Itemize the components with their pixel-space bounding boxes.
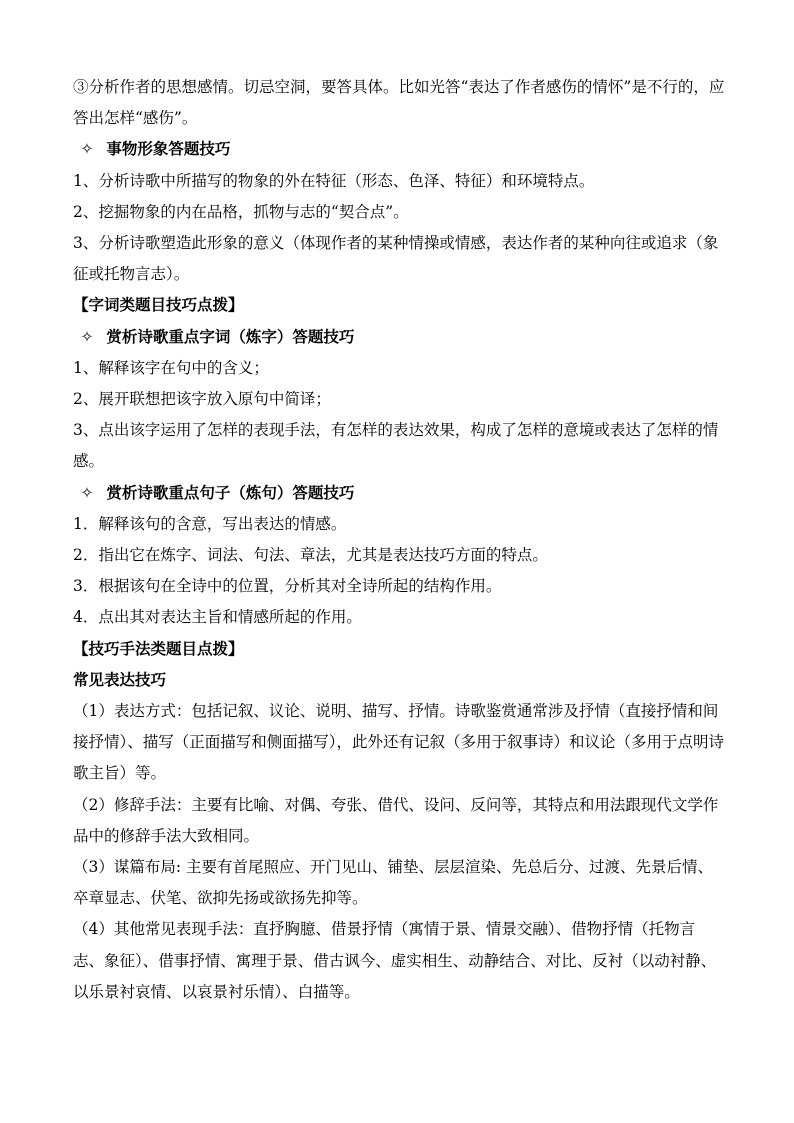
list-item: 1、解释该字在句中的含义； bbox=[73, 358, 269, 377]
list-item: 2．指出它在炼字、词法、句法、章法，尤其是表达技巧方面的特点。 bbox=[73, 546, 548, 565]
list-item: 3、点出该字运用了怎样的表现手法，有怎样的表达效果，构成了怎样的意境或表达了怎样的情感。 bbox=[73, 421, 719, 471]
paragraph-other-techniques: （4）其他常见表现手法：直抒胸臆、借景抒情（寓情于景、情景交融）、借物抒情（托物言志、象征）、借事抒情、寓理于景、借古讽今、虚实相生、动静结合、对比、反衬（以动衬静、以乐景衬哀情、以哀景衬乐情）、白描等。 bbox=[73, 920, 717, 1001]
section-heading-words: 【字词类题目技巧点拨】 bbox=[73, 296, 244, 315]
subheading-text: 赏析诗歌重点字词（炼字）答题技巧 bbox=[106, 327, 355, 346]
paragraph-analyze-feelings: ③分析作者的思想感情。切忌空洞，要答具体。比如光答“表达了作者感伤的情怀”是不行的，应答出怎样“感伤”。 bbox=[73, 78, 725, 128]
list-item: 1、分析诗歌中所描写的物象的外在特征（形态、色泽、特征）和环境特点。 bbox=[73, 171, 595, 190]
subheading-text: 事物形象答题技巧 bbox=[106, 140, 231, 159]
diamond-bullet-icon: ✧ bbox=[80, 140, 94, 159]
list-item: 2、挖掘物象的内在品格，抓物与志的“契合点”。 bbox=[73, 202, 409, 221]
section-heading-common-techniques: 常见表达技巧 bbox=[73, 670, 167, 689]
diamond-bullet-icon: ✧ bbox=[80, 483, 94, 502]
list-item: 4．点出其对表达主旨和情感所起的作用。 bbox=[73, 608, 362, 627]
list-item: 1．解释该句的含意，写出表达的情感。 bbox=[73, 514, 347, 533]
paragraph-rhetoric: （2）修辞手法：主要有比喻、对偶、夸张、借代、设问、反问等，其特点和用法跟现代文学作品中的修辞手法大致相同。 bbox=[73, 795, 719, 845]
subheading-refine-sentences bbox=[73, 478, 725, 509]
subheading-object-image bbox=[73, 134, 725, 165]
section-heading-techniques: 【技巧手法类题目点拨】 bbox=[73, 639, 244, 658]
paragraph-expression-modes: （1）表达方式：包括记叙、议论、说明、描写、抒情。诗歌鉴赏通常涉及抒情（直接抒情和间接抒情）、描写（正面描写和侧面描写），此外还有记叙（多用于叙事诗）和议论（多用于点明诗歌主旨）等。 bbox=[73, 702, 725, 783]
subheading-refine-words bbox=[73, 322, 725, 353]
list-item: 3、分析诗歌塑造此形象的意义（体现作者的某种情操或情感，表达作者的某种向往或追求（象征或托物言志）。 bbox=[73, 234, 719, 284]
subheading-text: 赏析诗歌重点句子（炼句）答题技巧 bbox=[106, 483, 355, 502]
document-body bbox=[73, 72, 725, 1008]
diamond-bullet-icon: ✧ bbox=[80, 327, 94, 346]
list-item: 3．根据该句在全诗中的位置，分析其对全诗所起的结构作用。 bbox=[73, 577, 502, 596]
list-item: 2、展开联想把该字放入原句中简译； bbox=[73, 390, 331, 409]
paragraph-structure: （3）谋篇布局: 主要有首尾照应、开门见山、铺垫、层层渲染、先总后分、过渡、先景后情、卒章显志、伏笔、欲抑先扬或欲扬先抑等。 bbox=[73, 858, 714, 908]
